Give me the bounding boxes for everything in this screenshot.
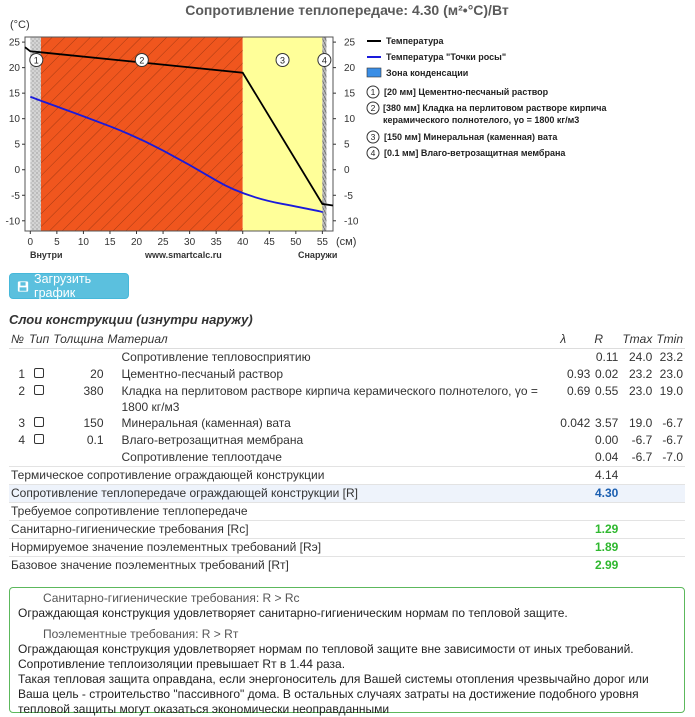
y-tick-label-left: 5: [14, 139, 20, 151]
y-tick-label-right: -10: [344, 216, 359, 228]
sanitary-header: Санитарно-гигиенические требования: R > Rc: [43, 591, 300, 605]
transfer-resistance-label: Сопротивление теплопередаче ограждающей конструкции [R]: [9, 484, 592, 502]
outside-label: Снаружи: [298, 250, 338, 260]
legend-temperature: Температура: [386, 36, 444, 46]
table-row: Сопротивление тепловосприятию 0.11 24.0 23.2: [9, 348, 685, 366]
summary-thermal-row: [9, 466, 685, 484]
table-row: 4 0.1 Влаго-ветрозащитная мембрана 0.00 -6.7 -6.7: [18, 432, 683, 447]
layer-marker-4: [318, 54, 331, 67]
layer-4-checkbox[interactable]: [34, 434, 44, 444]
y-tick-label-right: 20: [344, 63, 356, 75]
element-text: Ограждающая конструкция удовлетворяет нормам по тепловой защите вне зависимости от иных требований.: [18, 642, 634, 656]
download-icon: [17, 280, 29, 293]
y-tick-label-left: -10: [5, 216, 20, 228]
advice-text: Такая тепловая защита оправдана, если энергоноситель для Вашей системы отопления чрезвычайно дорог или Ваша цель - строительство "пассивного" дома. В остальных случаях затраты на достижение подобного уровня тепловой защиты могут оказаться экономически неоправданными: [18, 672, 649, 716]
sanitary-label: Санитарно-гигиенические требования [Rc]: [9, 520, 592, 538]
layers-table: [9, 330, 685, 574]
row-material: Сопротивление тепловосприятию: [121, 349, 311, 364]
chart-area: [0, 0, 695, 270]
summary-required-row: [9, 502, 685, 520]
x-tick-label: 50: [290, 237, 302, 248]
table-header-row: [9, 330, 685, 348]
thermal-resistance-value: 4.14: [592, 466, 620, 484]
x-tick-label: 5: [54, 237, 60, 248]
base-value: 2.99: [592, 556, 620, 574]
layer-marker-label: 1: [33, 55, 39, 66]
layer-2-checkbox[interactable]: [34, 385, 44, 395]
inside-air-region: [25, 37, 30, 231]
sanitary-value: 1.29: [592, 520, 620, 538]
export-chart-button[interactable]: [9, 273, 129, 299]
legend-layer-num-2: 2: [370, 103, 376, 113]
x-tick-label: 40: [237, 237, 249, 248]
y-tick-label-right: 0: [344, 165, 350, 177]
summary-sanitary-row: [9, 520, 685, 538]
export-chart-label: Загрузить график: [34, 272, 92, 300]
summary-base-row: [9, 556, 685, 574]
x-tick-label: 0: [27, 237, 34, 248]
element-header: Поэлементные требования: R > Rт: [43, 627, 239, 641]
y-tick-label-right: -5: [344, 190, 353, 202]
x-tick-label: 20: [130, 237, 143, 248]
table-row: 3 150 Минеральная (каменная) вата 0.042 3.57 19.0 -6.7: [18, 415, 683, 430]
y-tick-label-right: 10: [344, 114, 356, 126]
x-tick-label: 45: [263, 237, 275, 248]
normative-value: 1.89: [592, 538, 620, 556]
layer-marker-label: 3: [280, 55, 286, 66]
y-tick-label-left: 25: [8, 37, 20, 49]
normative-label: Нормируемое значение поэлементных требований [Rэ]: [9, 538, 592, 556]
x-tick-label: 15: [104, 237, 116, 248]
table-row: 1 20 Цементно-песчаный раствор 0.93 0.02 23.2 23.0: [18, 366, 683, 381]
legend-condensation: Зона конденсации: [386, 68, 469, 78]
temperature-chart: [0, 0, 695, 270]
y-tick-label-right: 25: [344, 37, 356, 49]
table-row: 2 380 Кладка на перлитовом растворе кирпича керамического полнотелого, γo = 1800 кг/м3 0.69 0.55 23.0 19.0: [18, 383, 683, 414]
header-tmax: Tmax: [620, 330, 654, 348]
chart-title: Сопротивление теплопередаче: 4.30 (м²•°С)/Вт: [185, 2, 509, 18]
row-material: Сопротивление теплоотдаче: [121, 449, 282, 464]
layer-marker-1: [30, 54, 43, 67]
required-resistance-label: Требуемое сопротивление теплопередаче: [9, 502, 685, 520]
thermal-resistance-label: Термическое сопротивление ограждающей конструкции: [9, 466, 592, 484]
header-tmin: Tmin: [654, 330, 685, 348]
legend-layer-4: [0.1 мм] Влаго-ветрозащитная мембрана: [384, 148, 566, 158]
x-tick-label: 55: [316, 237, 328, 248]
y-tick-label-left: 0: [14, 165, 20, 177]
header-material: Материал: [106, 330, 559, 348]
base-label: Базовое значение поэлементных требований [Rт]: [9, 556, 592, 574]
x-tick-label: 10: [77, 237, 89, 248]
legend-layer-num-3: 3: [370, 132, 376, 142]
legend-layer-num-4: 4: [370, 148, 376, 158]
transfer-resistance-value: 4.30: [592, 484, 620, 502]
legend-dew-point: Температура "Точки росы": [386, 52, 507, 62]
y-tick-label-right: 15: [344, 88, 356, 100]
y-tick-label-left: -5: [11, 190, 20, 202]
row-material: Цементно-песчаный раствор: [121, 366, 284, 381]
x-unit-label: (см): [336, 236, 357, 248]
layer-marker-label: 4: [321, 55, 327, 66]
site-label: www.smartcalc.ru: [145, 250, 222, 260]
row-material: Кладка на перлитовом растворе кирпича керамического полнотелого, γo = 1800 кг/м3: [121, 383, 538, 414]
summary-transfer-row: [9, 484, 685, 502]
header-thickness: Толщина: [51, 330, 105, 348]
header-no: №: [9, 330, 27, 348]
legend-layer-3: [150 мм] Минеральная (каменная) вата: [384, 132, 558, 142]
y-unit-label: (°C): [10, 19, 30, 31]
requirements-note: [9, 587, 685, 716]
header-r: R: [592, 330, 620, 348]
x-tick-label: 25: [157, 237, 169, 248]
legend-layer-2: [380 мм] Кладка на перлитовом растворе кирпича керамического полнотелого, γo = 1800 кг/м3: [383, 103, 607, 125]
legend-condensation-swatch: [367, 68, 381, 77]
sanitary-text: Ограждающая конструкция удовлетворяет санитарно-гигиеническим нормам по тепловой защите.: [18, 606, 568, 620]
x-tick-label: 35: [210, 237, 222, 248]
row-material: Влаго-ветрозащитная мембрана: [121, 432, 304, 447]
layer-1-checkbox[interactable]: [34, 368, 44, 378]
section-title: Слои конструкции (изнутри наружу): [9, 312, 253, 327]
legend-layer-num-1: 1: [370, 87, 376, 97]
layer-marker-2: [135, 54, 148, 67]
layer-marker-3: [276, 54, 289, 67]
header-type: Тип: [27, 330, 51, 348]
summary-normative-row: [9, 538, 685, 556]
chart-legend: [367, 36, 623, 159]
row-material: Минеральная (каменная) вата: [121, 415, 291, 430]
table-row: Сопротивление теплоотдаче 0.04 -6.7 -7.0: [9, 449, 685, 467]
y-tick-label-left: 10: [8, 114, 20, 126]
y-tick-label-left: 20: [8, 63, 20, 75]
layer-marker-label: 2: [139, 55, 145, 66]
y-tick-label-right: 5: [344, 139, 350, 151]
inside-label: Внутри: [30, 250, 63, 260]
layer-3-checkbox[interactable]: [34, 417, 44, 427]
x-tick-label: 30: [184, 237, 196, 248]
legend-layer-1: [20 мм] Цементно-песчаный раствор: [384, 87, 549, 97]
header-lambda: λ: [558, 330, 592, 348]
excess-text: Сопротивление теплоизоляции превышает Rт в 1.44 раза.: [18, 657, 346, 671]
y-tick-label-left: 15: [8, 88, 20, 100]
